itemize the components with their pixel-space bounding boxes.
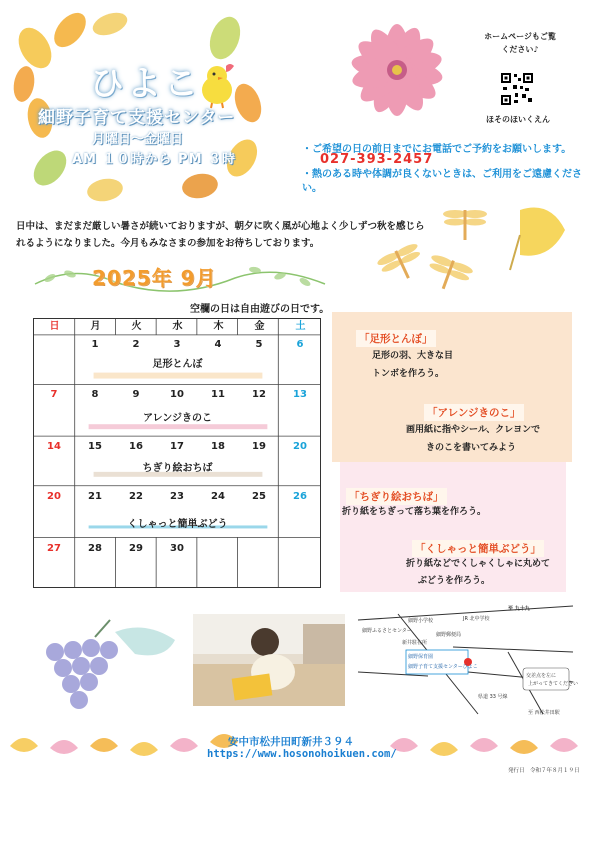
calendar-day: 23 bbox=[170, 491, 184, 502]
calendar-day: 30 bbox=[170, 543, 184, 554]
calendar-day: 10 bbox=[170, 389, 184, 400]
activity-title-grapes: 「くしゃっと簡単ぶどう」 bbox=[412, 540, 544, 557]
calendar-day: 28 bbox=[88, 543, 102, 554]
weekday-header: 金 bbox=[254, 321, 265, 332]
activity-desc-dragonfly-2: トンボを作ろう。 bbox=[372, 369, 445, 379]
homepage-invite-line1: ホームページもご覧 bbox=[484, 32, 556, 41]
calendar-day: 3 bbox=[173, 339, 181, 350]
calendar-day: 18 bbox=[211, 441, 225, 452]
open-hours: AM １０時から PM ３時 bbox=[72, 152, 237, 167]
activity-desc-mushroom-1: 画用紙に指やシール、クレヨンで bbox=[406, 425, 541, 435]
map-label-furusato: 細野ふるさとセンター bbox=[362, 628, 412, 634]
calendar-day: 20 bbox=[47, 491, 61, 502]
activity-desc-mushroom-2: きのこを書いてみよう bbox=[426, 443, 517, 453]
qr-code-icon[interactable] bbox=[500, 72, 534, 106]
calendar bbox=[33, 318, 321, 588]
reservation-notice: ・ご希望の日の前日までにお電話でご予約をお願いします。 bbox=[302, 144, 572, 155]
calendar-day: 25 bbox=[252, 491, 266, 502]
nursery-name: ほそのほいくえん bbox=[486, 115, 550, 124]
calendar-day: 29 bbox=[129, 543, 143, 554]
calendar-day: 19 bbox=[252, 441, 266, 452]
calendar-day: 17 bbox=[170, 441, 184, 452]
grapes-illustration bbox=[25, 612, 185, 722]
calendar-day: 16 bbox=[129, 441, 143, 452]
calendar-day: 24 bbox=[211, 491, 225, 502]
calendar-day: 6 bbox=[296, 339, 304, 350]
activity-panel-top bbox=[332, 312, 572, 462]
calendar-day: 2 bbox=[132, 339, 140, 350]
activity-desc-leaves-1: 折り紙をちぎって落ち葉を作ろう。 bbox=[342, 507, 487, 517]
calendar-event: ちぎり絵おちば bbox=[142, 463, 213, 474]
weekday-header: 土 bbox=[295, 321, 306, 332]
issue-date: 発行日 令和７年８月１９日 bbox=[508, 768, 580, 774]
calendar-month-title: 2025年 9月 bbox=[92, 266, 217, 290]
location-map bbox=[358, 602, 579, 717]
calendar-day: 12 bbox=[252, 389, 266, 400]
calendar-day: 26 bbox=[293, 491, 307, 502]
activity-desc-grapes-2: ぶどうを作ろう。 bbox=[418, 576, 491, 586]
activity-title-dragonfly: 「足形とんぼ」 bbox=[356, 330, 436, 347]
free-play-note: 空欄の日は自由遊びの日です。 bbox=[190, 304, 330, 315]
calendar-day: 27 bbox=[47, 543, 61, 554]
activity-title-leaves: 「ちぎり絵おちば」 bbox=[346, 488, 447, 505]
calendar-day: 22 bbox=[129, 491, 143, 502]
chick-illustration bbox=[196, 62, 238, 108]
map-label-nursery: 細野保育園 bbox=[408, 654, 434, 660]
calendar-event: 足形とんぼ bbox=[152, 359, 203, 370]
map-label-nishimatsuida: 至 西松井田駅 bbox=[528, 710, 560, 716]
weekday-header: 月 bbox=[90, 321, 101, 332]
calendar-day: 7 bbox=[50, 389, 58, 400]
map-label-route33: 県道 33 号線 bbox=[478, 694, 508, 700]
map-label-junior: JR 北中学校 bbox=[463, 616, 490, 622]
activity-title-mushroom: 「アレンジきのこ」 bbox=[424, 404, 524, 421]
weekday-header: 木 bbox=[213, 321, 224, 332]
map-label-turn-note-1: 交差点を左に bbox=[526, 673, 557, 679]
cosmos-flower-illustration bbox=[315, 10, 480, 130]
illness-notice: ・熱のある時や体調が良くないときは、ご利用をご遠慮ください。 bbox=[302, 169, 582, 194]
calendar-day: 1 bbox=[91, 339, 99, 350]
calendar-day: 11 bbox=[211, 389, 225, 400]
open-days: 月曜日～金曜日 bbox=[92, 132, 184, 147]
calendar-day: 8 bbox=[91, 389, 99, 400]
calendar-day: 21 bbox=[88, 491, 102, 502]
intro-paragraph: 日中は、まだまだ厳しい暑さが続いておりますが、朝夕に吹く風が心地よく少しずつ秋を感じられるようになりました。今月もみなさまの参加をお待ちしております。 bbox=[16, 221, 425, 249]
phone-number[interactable]: 027-393-2457 bbox=[320, 152, 434, 167]
calendar-event: アレンジきのこ bbox=[142, 413, 213, 424]
website-link[interactable]: https://www.hosonohoikuen.com/ bbox=[207, 748, 397, 760]
map-label-post: 細野郵便局 bbox=[436, 632, 462, 638]
calendar-day: 15 bbox=[88, 441, 102, 452]
calendar-day: 5 bbox=[255, 339, 263, 350]
calendar-day: 9 bbox=[132, 389, 140, 400]
center-name: 細野子育て支援センター bbox=[38, 108, 236, 128]
calendar-day: 13 bbox=[293, 389, 307, 400]
address: 安中市松井田町新井３９４ bbox=[228, 736, 354, 748]
weekday-header: 水 bbox=[172, 321, 183, 332]
child-playing-photo bbox=[193, 614, 345, 706]
calendar-day: 14 bbox=[47, 441, 61, 452]
map-label-elementary: 細野小学校 bbox=[408, 618, 434, 624]
activity-panel-bottom bbox=[340, 462, 566, 592]
homepage-invite-label bbox=[480, 30, 560, 56]
activity-desc-dragonfly-1: 足形の羽、大きな目 bbox=[372, 351, 454, 361]
calendar-day: 4 bbox=[214, 339, 222, 350]
calendar-day: 20 bbox=[293, 441, 307, 452]
calendar-event: くしゃっと簡単ぶどう bbox=[127, 519, 228, 530]
center-nickname-title: ひよこ bbox=[90, 64, 201, 104]
map-label-turn-note-2: 上がってきてください bbox=[528, 681, 579, 687]
homepage-invite-line2: ください♪ bbox=[501, 45, 539, 54]
weekday-header: 火 bbox=[131, 321, 142, 332]
weekday-header: 日 bbox=[49, 321, 60, 332]
activity-desc-grapes-1: 折り紙などでくしゃくしゃに丸めて bbox=[406, 559, 551, 569]
map-label-center: 細野子育て支援センターひよこ bbox=[408, 664, 478, 670]
map-label-police: 新井駐在所 bbox=[402, 640, 428, 646]
map-label-tsukumo: 至 九十九 bbox=[508, 606, 530, 612]
